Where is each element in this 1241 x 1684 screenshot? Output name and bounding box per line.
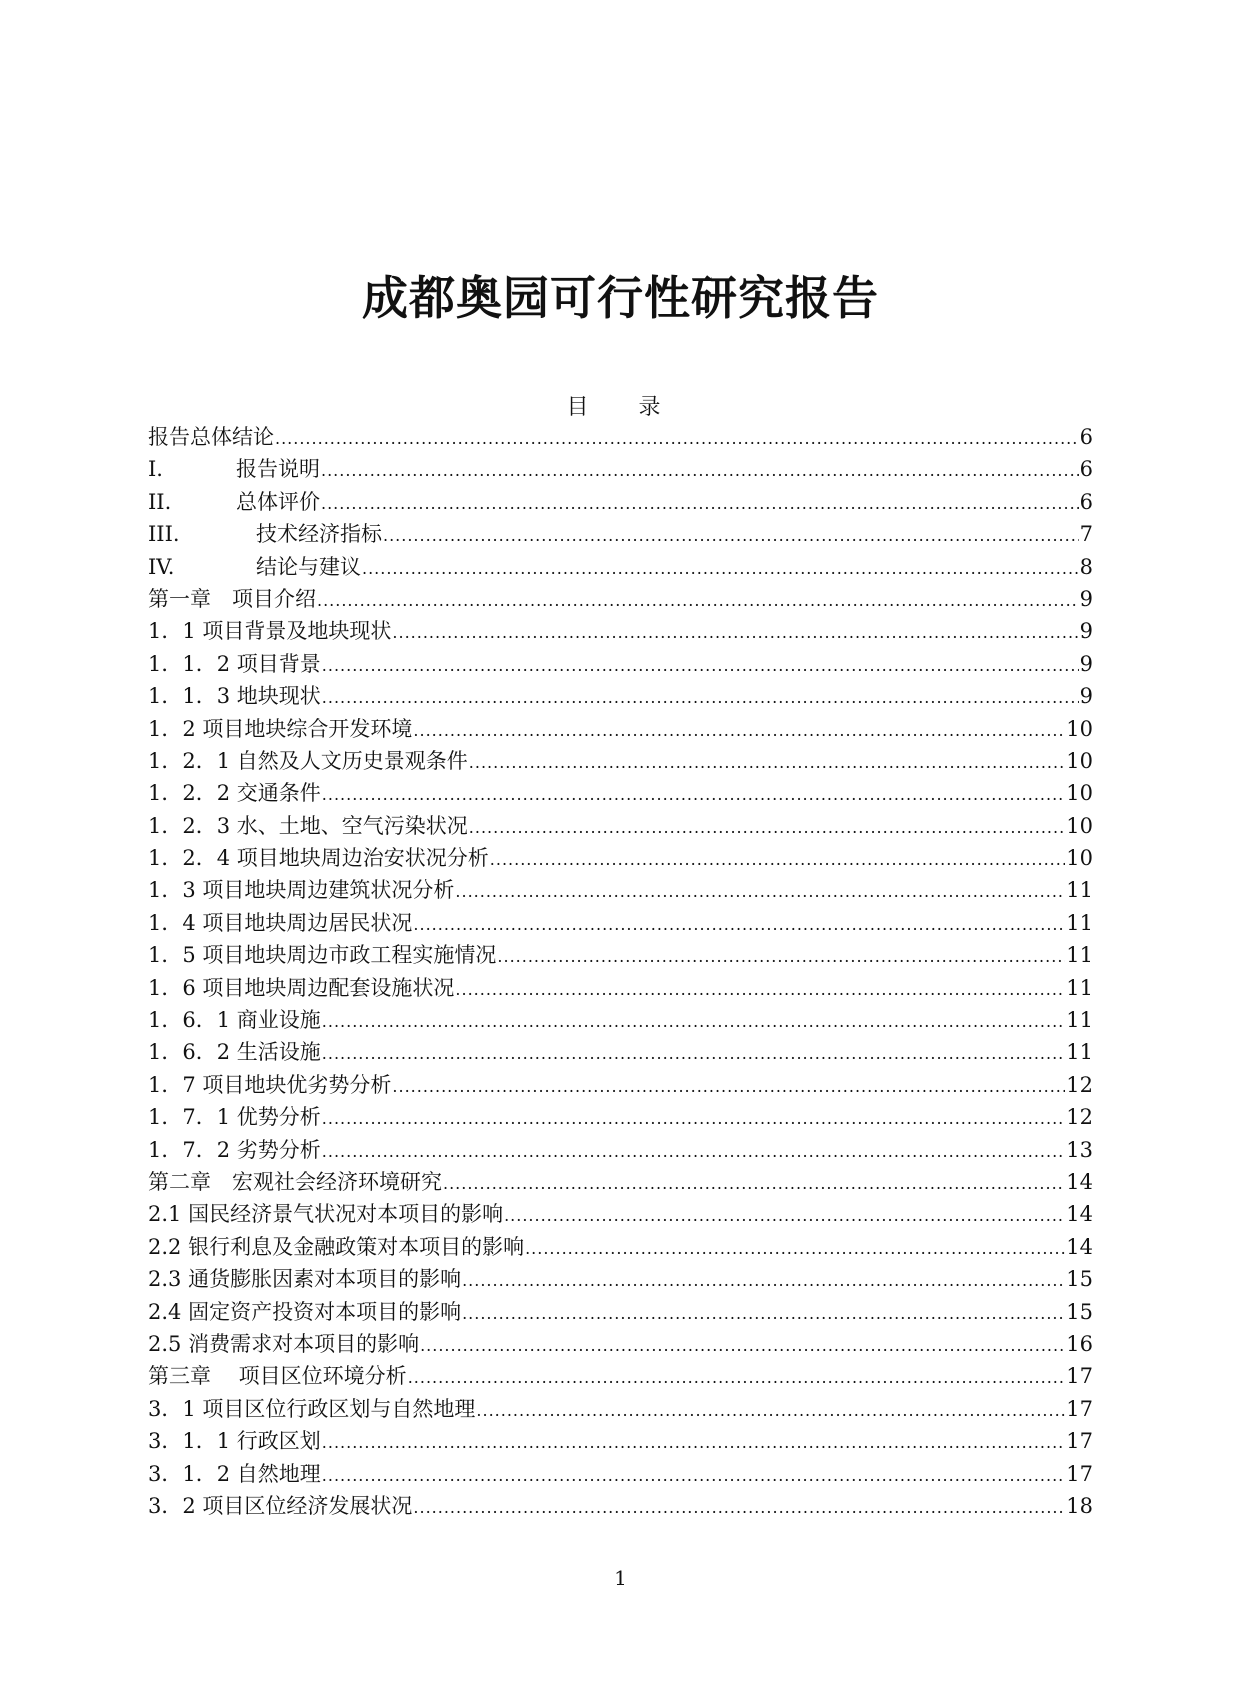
- toc-entry[interactable]: [148, 972, 1093, 1004]
- toc-dot-leader: [490, 844, 1066, 876]
- toc-entry[interactable]: [148, 842, 1093, 874]
- toc-entry-label: 第一章 项目介绍: [148, 586, 316, 611]
- toc-entry[interactable]: [148, 518, 1093, 550]
- toc-entry-page: 11: [1066, 910, 1093, 935]
- toc-entry-label: 1．7．2 劣势分析: [148, 1137, 321, 1162]
- toc-entry[interactable]: [148, 745, 1093, 777]
- toc-entry[interactable]: [148, 1134, 1093, 1166]
- toc-entry[interactable]: [148, 551, 1093, 583]
- toc-entry-label: 1．6 项目地块周边配套设施状况: [148, 975, 455, 1000]
- toc-entry-page: 9: [1079, 619, 1093, 644]
- toc-entry[interactable]: [148, 1425, 1093, 1457]
- toc-entry-page: 11: [1066, 1040, 1093, 1065]
- toc-entry-page: 17: [1066, 1461, 1093, 1486]
- toc-entry-label: 第二章 宏观社会经济环境研究: [148, 1169, 442, 1194]
- toc-entry-number: III.: [148, 522, 180, 547]
- toc-entry-label: 1．2．1 自然及人文历史景观条件: [148, 748, 468, 773]
- toc-entry[interactable]: [148, 615, 1093, 647]
- toc-entry-label: 1．7．1 优势分析: [148, 1105, 321, 1130]
- toc-entry-label: 1．2 项目地块综合开发环境: [148, 716, 413, 741]
- toc-entry-page: 9: [1079, 684, 1093, 709]
- toc-entry[interactable]: [148, 1231, 1093, 1263]
- toc-entry-page: 12: [1066, 1105, 1093, 1130]
- toc-dot-leader: [443, 1168, 1065, 1200]
- toc-entry-label: 3．2 项目区位经济发展状况: [148, 1493, 413, 1518]
- toc-dot-leader: [275, 423, 1079, 455]
- toc-dot-leader: [322, 1460, 1066, 1492]
- toc-dot-leader: [525, 1233, 1065, 1265]
- toc-dot-leader: [413, 909, 1065, 941]
- toc-entry[interactable]: [148, 1360, 1093, 1392]
- toc-entry-page: 15: [1066, 1299, 1093, 1324]
- toc-entry-label: 3．1 项目区位行政区划与自然地理: [148, 1396, 476, 1421]
- toc-entry[interactable]: [148, 1458, 1093, 1490]
- toc-dot-leader: [321, 455, 1079, 487]
- toc-entry-page: 17: [1066, 1364, 1093, 1389]
- toc-entry-page: 18: [1066, 1493, 1093, 1518]
- toc-entry[interactable]: [148, 1296, 1093, 1328]
- toc-entry-label: 2.3 通货膨胀因素对本项目的影响: [148, 1267, 462, 1292]
- toc-dot-leader: [392, 617, 1078, 649]
- toc-entry[interactable]: [148, 486, 1093, 518]
- toc-entry[interactable]: [148, 810, 1093, 842]
- toc-entry[interactable]: [148, 1263, 1093, 1295]
- toc-dot-leader: [322, 1006, 1066, 1038]
- toc-dot-leader: [321, 488, 1079, 520]
- toc-entry[interactable]: [148, 1166, 1093, 1198]
- toc-dot-leader: [383, 520, 1079, 552]
- toc-entry[interactable]: [148, 1036, 1093, 1068]
- toc-entry-label: 总体评价: [236, 489, 320, 514]
- toc-entry-page: 11: [1066, 943, 1093, 968]
- toc-entry[interactable]: [148, 1490, 1093, 1522]
- toc-entry-label: 结论与建议: [256, 554, 361, 579]
- toc-entry[interactable]: [148, 648, 1093, 680]
- toc-entry-page: 9: [1079, 586, 1093, 611]
- toc-dot-leader: [469, 812, 1066, 844]
- toc-dot-leader: [420, 1330, 1065, 1362]
- toc-entry-label: 3．1．2 自然地理: [148, 1461, 321, 1486]
- toc-dot-leader: [322, 1103, 1066, 1135]
- toc-entry-page: 17: [1066, 1396, 1093, 1421]
- toc-dot-leader: [392, 1071, 1065, 1103]
- toc-dot-leader: [455, 974, 1065, 1006]
- toc-entry-label: 1．5 项目地块周边市政工程实施情况: [148, 943, 497, 968]
- toc-dot-leader: [322, 1136, 1066, 1168]
- toc-entry-label: 1．4 项目地块周边居民状况: [148, 910, 413, 935]
- toc-dot-leader: [322, 682, 1079, 714]
- toc-entry-label: 1．3 项目地块周边建筑状况分析: [148, 878, 455, 903]
- toc-entry-page: 12: [1066, 1072, 1093, 1097]
- toc-entry-label: 1．2．2 交通条件: [148, 781, 321, 806]
- toc-dot-leader: [497, 941, 1065, 973]
- toc-entry-page: 6: [1079, 489, 1093, 514]
- toc-entry[interactable]: [148, 583, 1093, 615]
- toc-entry-label: 3．1．1 行政区划: [148, 1429, 321, 1454]
- toc-entry-label: 1．1．3 地块现状: [148, 684, 321, 709]
- toc-entry-page: 8: [1079, 554, 1093, 579]
- toc-entry[interactable]: [148, 777, 1093, 809]
- toc-entry-label: 报告总体结论: [148, 425, 274, 449]
- toc-entry-label: 1．2．3 水、土地、空气污染状况: [148, 813, 468, 838]
- toc-dot-leader: [362, 553, 1079, 585]
- toc-entry-label: 报告说明: [236, 457, 320, 482]
- toc-entry[interactable]: [148, 1101, 1093, 1133]
- toc-entry-page: 10: [1066, 716, 1093, 741]
- toc-entry-label: 1．6．2 生活设施: [148, 1040, 321, 1065]
- toc-heading: 目 录: [566, 395, 675, 420]
- toc-entry-page: 16: [1066, 1331, 1093, 1356]
- toc-entry[interactable]: [148, 713, 1093, 745]
- toc-entry-page: 15: [1066, 1267, 1093, 1292]
- toc-entry-label: 技术经济指标: [256, 522, 382, 547]
- toc-dot-leader: [476, 1395, 1065, 1427]
- toc-dot-leader: [408, 1362, 1066, 1394]
- toc-dot-leader: [504, 1200, 1065, 1232]
- toc-entry-label: 第三章 项目区位环境分析: [148, 1364, 407, 1389]
- toc-dot-leader: [413, 715, 1065, 747]
- toc-entry-page: 6: [1079, 457, 1093, 482]
- toc-dot-leader: [322, 1038, 1066, 1070]
- toc-entry-label: 1．7 项目地块优劣势分析: [148, 1072, 392, 1097]
- toc-dot-leader: [469, 747, 1066, 779]
- toc-dot-leader: [462, 1265, 1065, 1297]
- toc-entry[interactable]: [148, 874, 1093, 906]
- table-of-contents: [148, 421, 1093, 1522]
- toc-entry-label: 1．2．4 项目地块周边治安状况分析: [148, 846, 489, 871]
- toc-entry-page: 10: [1066, 846, 1093, 871]
- toc-entry-label: 1．1．2 项目背景: [148, 651, 321, 676]
- toc-entry[interactable]: [148, 421, 1093, 453]
- toc-entry[interactable]: [148, 1328, 1093, 1360]
- toc-entry[interactable]: [148, 907, 1093, 939]
- toc-entry[interactable]: [148, 939, 1093, 971]
- toc-entry-label: 2.4 固定资产投资对本项目的影响: [148, 1299, 462, 1324]
- toc-entry-page: 7: [1079, 522, 1093, 547]
- toc-entry-label: 2.5 消费需求对本项目的影响: [148, 1331, 420, 1356]
- toc-dot-leader: [322, 1427, 1066, 1459]
- toc-entry[interactable]: [148, 453, 1093, 485]
- toc-dot-leader: [317, 585, 1079, 617]
- toc-entry-page: 11: [1066, 1008, 1093, 1033]
- toc-entry[interactable]: [148, 1069, 1093, 1101]
- toc-dot-leader: [462, 1298, 1065, 1330]
- document-title: 成都奥园可行性研究报告: [362, 271, 879, 325]
- toc-entry-number: II.: [148, 489, 172, 514]
- toc-entry-label: 1．1 项目背景及地块现状: [148, 619, 392, 644]
- toc-entry[interactable]: [148, 1198, 1093, 1230]
- toc-entry-page: 6: [1079, 425, 1093, 449]
- toc-entry[interactable]: [148, 1393, 1093, 1425]
- toc-entry-label: 2.2 银行利息及金融政策对本项目的影响: [148, 1234, 525, 1259]
- toc-dot-leader: [413, 1492, 1065, 1524]
- toc-entry-number: IV.: [148, 554, 175, 579]
- toc-dot-leader: [322, 779, 1066, 811]
- toc-entry-page: 11: [1066, 878, 1093, 903]
- toc-entry-page: 14: [1066, 1169, 1093, 1194]
- toc-dot-leader: [322, 650, 1079, 682]
- toc-entry-label: 2.1 国民经济景气状况对本项目的影响: [148, 1202, 504, 1227]
- toc-entry-number: I.: [148, 457, 163, 482]
- toc-dot-leader: [455, 876, 1065, 908]
- page-number: 1: [614, 1566, 627, 1590]
- toc-entry-label: 1．6．1 商业设施: [148, 1008, 321, 1033]
- toc-entry-page: 14: [1066, 1234, 1093, 1259]
- toc-entry-page: 10: [1066, 813, 1093, 838]
- toc-entry-page: 13: [1066, 1137, 1093, 1162]
- toc-entry[interactable]: [148, 680, 1093, 712]
- toc-entry[interactable]: [148, 1004, 1093, 1036]
- toc-entry-page: 14: [1066, 1202, 1093, 1227]
- toc-entry-page: 10: [1066, 748, 1093, 773]
- toc-entry-page: 11: [1066, 975, 1093, 1000]
- toc-entry-page: 9: [1079, 651, 1093, 676]
- toc-entry-page: 10: [1066, 781, 1093, 806]
- toc-entry-page: 17: [1066, 1429, 1093, 1454]
